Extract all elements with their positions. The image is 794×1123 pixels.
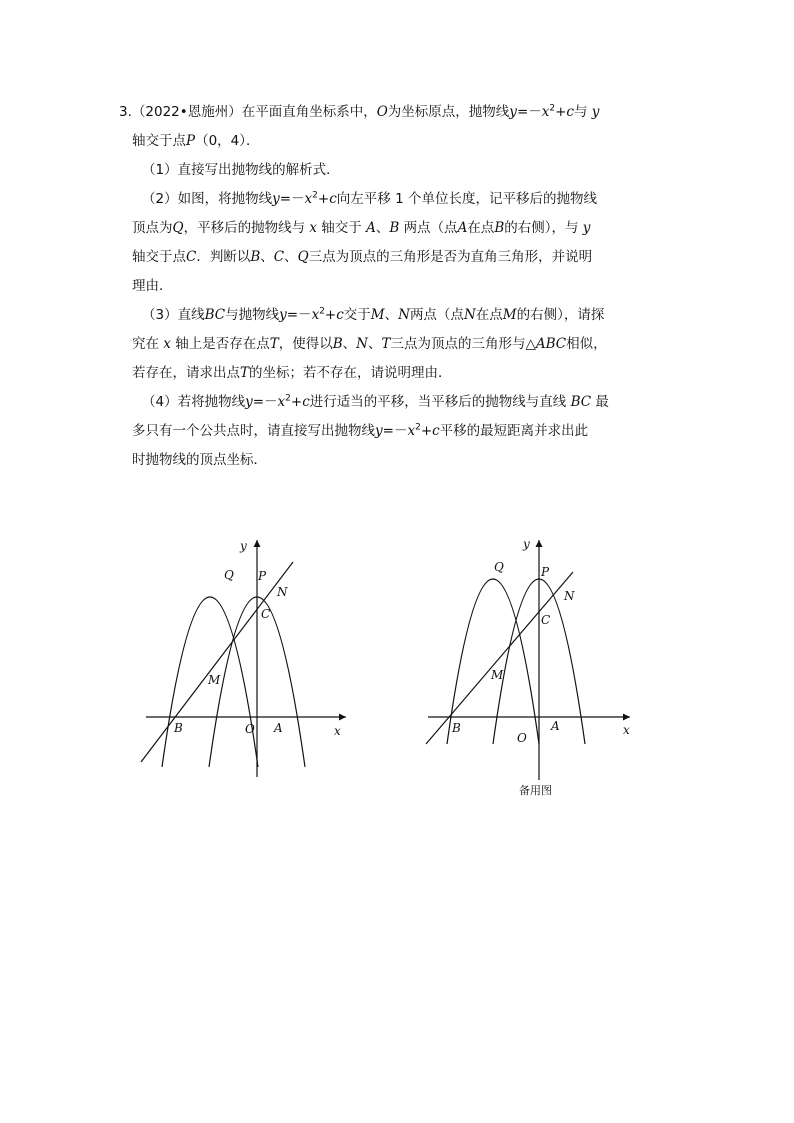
text: =－ [286, 307, 312, 323]
var-c: c [302, 394, 310, 410]
var-C: C [273, 249, 285, 265]
text: （0，4）． [195, 133, 260, 149]
var-A: A [366, 220, 376, 236]
var-N: N [463, 307, 476, 323]
text: 的坐标；若不存在，请说明理由． [249, 365, 452, 381]
var-c: c [432, 423, 440, 439]
parabola-shifted [447, 579, 539, 744]
var-c: c [336, 307, 344, 323]
text: （4）若将抛物线 [142, 394, 246, 410]
exponent: 2 [415, 422, 421, 433]
var-BC: BC [570, 394, 592, 410]
label-O: O [517, 731, 527, 745]
var-y: y [245, 394, 253, 410]
text: 在点 [467, 220, 495, 236]
var-O: O [376, 104, 388, 120]
text: =－ [516, 104, 542, 120]
var-T: T [240, 365, 250, 381]
text: 的右侧），与 [504, 220, 579, 236]
text: + [317, 191, 330, 207]
text: + [290, 394, 303, 410]
text: ，平移后的抛物线与 [183, 220, 306, 236]
line-q2-2 [119, 214, 679, 243]
text: ．判断以 [196, 249, 251, 265]
label-O: O [245, 722, 255, 736]
var-x: x [541, 104, 550, 120]
text: 理由． [132, 278, 173, 294]
label-A: A [274, 721, 283, 735]
var-P: P [186, 133, 196, 149]
line-q4-1 [119, 388, 679, 417]
var-Q: Q [297, 249, 309, 265]
text: 轴上是否存在点 [175, 336, 270, 352]
var-A: A [457, 220, 468, 236]
text: 两点（点 [403, 220, 458, 236]
text: （3）直线 [142, 307, 205, 323]
text: =－ [252, 394, 278, 410]
text: 、 [384, 307, 399, 323]
label-P: P [258, 569, 267, 583]
text: 为坐标原点，抛物线 [387, 104, 510, 120]
var-B: B [250, 249, 261, 265]
text: 轴交于点 [132, 249, 186, 265]
label-N: N [564, 589, 575, 603]
var-y: y [591, 104, 600, 120]
text: 、 [367, 336, 382, 352]
text: 、 [284, 249, 298, 265]
var-ABC: ABC [535, 336, 567, 352]
line-q3-2 [119, 330, 679, 359]
line-q2-1 [119, 185, 679, 214]
text: 若存在，请求出点 [132, 365, 240, 381]
text: 时抛物线的顶点坐标． [132, 452, 267, 468]
text: + [420, 423, 433, 439]
var-x: x [163, 336, 171, 352]
text: 进行适当的平移，当平移后的抛物线与直线 [309, 394, 567, 410]
text: 轴交于点 [132, 133, 186, 149]
exponent: 2 [319, 306, 325, 317]
text: 、 [342, 336, 357, 352]
label-A: A [551, 719, 560, 733]
line-q3-1 [119, 301, 679, 330]
label-x: x [623, 723, 630, 737]
text: 、 [375, 220, 390, 236]
line-q3-3 [119, 359, 679, 388]
text: 三点为顶点的三角形与△ [390, 336, 536, 352]
label-Q: Q [224, 568, 234, 582]
var-y: y [279, 307, 287, 323]
label-y: y [240, 539, 247, 553]
text: 多只有一个公共点时，请直接写出抛物线 [132, 423, 375, 439]
var-M: M [370, 307, 385, 323]
text: 与抛物线 [225, 307, 280, 323]
var-y: y [272, 191, 280, 207]
label-B: B [174, 721, 183, 735]
question-1: （1）直接写出抛物线的解析式． [142, 162, 340, 178]
problem-source: （2022•恩施州） [131, 104, 242, 120]
text: 最 [595, 394, 609, 410]
exponent: 2 [549, 103, 556, 114]
text: + [324, 307, 337, 323]
line-q2-4 [119, 272, 679, 301]
text: 顶点为 [132, 220, 173, 236]
var-y: y [582, 220, 591, 236]
label-M: M [208, 673, 221, 687]
text: 平移的最短距离并求出此 [439, 423, 589, 439]
var-N: N [356, 336, 368, 352]
var-M: M [502, 307, 517, 323]
var-x: x [311, 307, 320, 323]
text: 的右侧），请探 [516, 307, 605, 323]
problem-number: 3. [119, 104, 132, 120]
var-N: N [398, 307, 410, 323]
figure-main [136, 532, 358, 782]
line-q2-3 [119, 243, 679, 272]
text: =－ [279, 191, 305, 207]
label-N: N [277, 585, 288, 599]
line-q1 [119, 156, 679, 185]
var-BC: BC [204, 307, 226, 323]
label-M: M [491, 668, 504, 682]
var-x: x [407, 423, 416, 439]
var-y: y [509, 104, 517, 120]
line-q4-2 [119, 417, 679, 446]
var-B: B [389, 220, 400, 236]
text: + [555, 104, 567, 120]
text: 交于 [343, 307, 371, 323]
line-q4-3 [119, 446, 679, 475]
text: 在点 [475, 307, 503, 323]
text: 在平面直角坐标系中， [241, 104, 377, 120]
var-c: c [329, 191, 337, 207]
var-c: c [566, 104, 574, 120]
text: 与 [573, 104, 588, 120]
var-x: x [309, 220, 317, 236]
var-T: T [269, 336, 279, 352]
line-1 [119, 98, 679, 127]
figure-caption: 备用图 [519, 784, 552, 797]
var-B: B [332, 336, 343, 352]
text: 相似， [566, 336, 607, 352]
text: 究在 [132, 336, 159, 352]
text: 两点（点 [409, 307, 464, 323]
var-x: x [304, 191, 313, 207]
text: （2）如图，将抛物线 [142, 191, 273, 207]
label-C: C [261, 607, 271, 621]
exponent: 2 [285, 393, 291, 404]
line-2 [119, 127, 679, 156]
figure-backup [418, 532, 640, 782]
label-x: x [334, 724, 341, 738]
var-T: T [381, 336, 391, 352]
text: 三点为顶点的三角形是否为直角三角形，并说明 [308, 249, 593, 265]
var-x: x [277, 394, 286, 410]
var-B: B [494, 220, 505, 236]
problem-3 [119, 98, 679, 475]
label-Q: Q [494, 560, 504, 574]
text: 轴交于 [321, 220, 362, 236]
label-C: C [541, 613, 551, 627]
text: ，使得以 [278, 336, 333, 352]
line-BC [141, 562, 293, 762]
exponent: 2 [312, 190, 318, 201]
text: 向左平移 1 个单位长度，记平移后的抛物线 [336, 191, 597, 207]
var-Q: Q [172, 220, 184, 236]
text: =－ [382, 423, 408, 439]
label-B: B [452, 721, 461, 735]
var-C: C [186, 249, 197, 265]
var-y: y [375, 423, 383, 439]
label-y: y [523, 537, 530, 551]
label-P: P [541, 565, 550, 579]
text: 、 [260, 249, 274, 265]
